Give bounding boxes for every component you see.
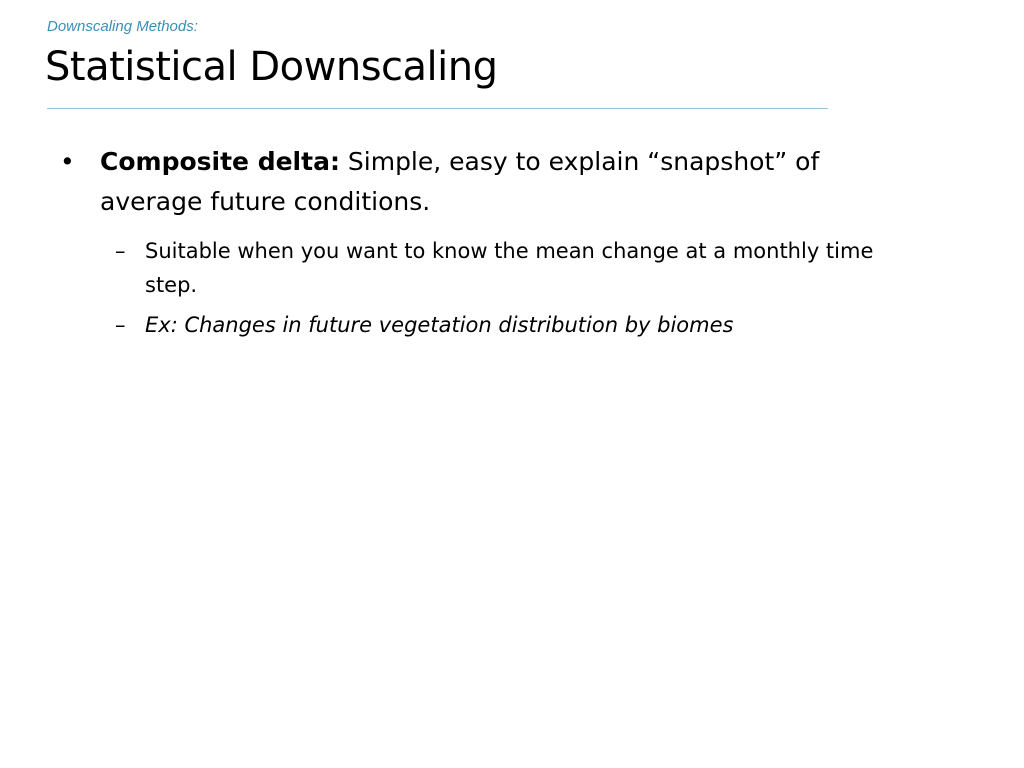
bullet-composite-delta [60, 142, 880, 222]
sub-bullet-example [115, 308, 895, 342]
section-label: Downscaling Methods: [47, 18, 198, 35]
sub-bullet-marker: – [115, 239, 126, 263]
sub-bullet-marker: – [115, 313, 126, 337]
bullet-body: Simple, easy to explain “snapshot” of average future conditions. [100, 147, 820, 216]
bullet-lead: Composite delta: [100, 147, 340, 176]
bullet-marker: • [60, 147, 75, 176]
title-divider [47, 108, 828, 109]
bullet-text [100, 142, 880, 222]
slide-title: Statistical Downscaling [45, 44, 498, 90]
sub-bullet-suitable [115, 234, 895, 302]
sub-bullet-text: Suitable when you want to know the mean change at a monthly time step. [145, 239, 874, 297]
sub-bullet-text: Ex: Changes in future vegetation distribution by biomes [145, 313, 734, 337]
